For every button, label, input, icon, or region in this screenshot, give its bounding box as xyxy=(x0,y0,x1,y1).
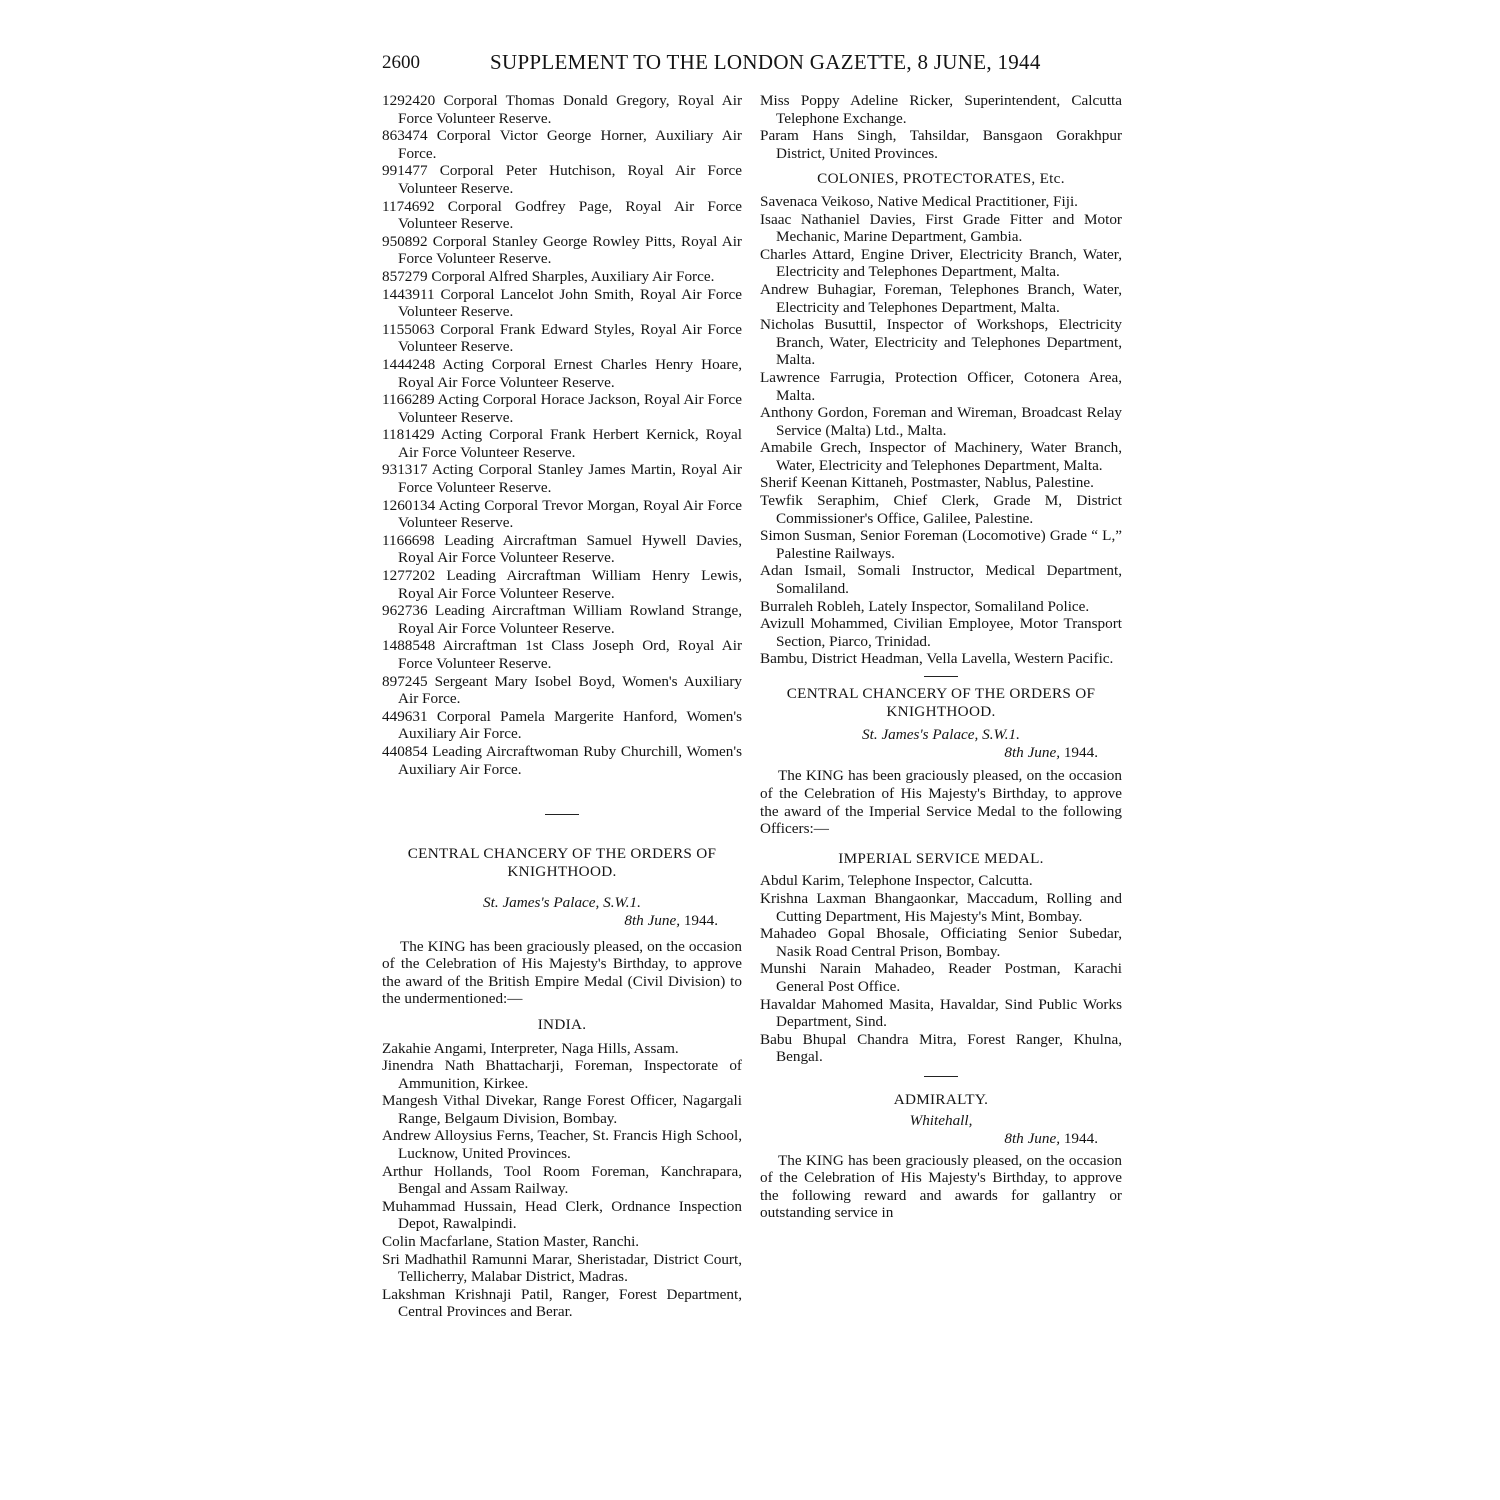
list-item: Zakahie Angami, Interpreter, Naga Hills, Assam. xyxy=(382,1039,679,1057)
list-item: 950892 Corporal Stanley George Rowley Pitts, Royal Air Force Volunteer Reserve. xyxy=(382,232,742,268)
list-item: 931317 Acting Corporal Stanley James Martin, Royal Air Force Volunteer Reserve. xyxy=(382,461,742,497)
list-item: Muhammad Hussain, Head Clerk, Ordnance Inspection Depot, Rawalpindi. xyxy=(382,1197,742,1233)
list-item: 1443911 Corporal Lancelot John Smith, Royal Air Force Volunteer Reserve. xyxy=(382,285,742,321)
place-line: St. James's Palace, S.W.1. xyxy=(483,894,641,912)
list-item: 1166698 Leading Aircraftman Samuel Hywell Davies, Royal Air Force Volunteer Reserve. xyxy=(382,531,742,567)
date-year: 1944. xyxy=(680,911,718,929)
list-item: 1155063 Corporal Frank Edward Styles, Royal Air Force Volunteer Reserve. xyxy=(382,320,742,356)
list-item: Colin Macfarlane, Station Master, Ranchi. xyxy=(382,1233,640,1251)
place-line: St. James's Palace, S.W.1. xyxy=(862,726,1020,744)
list-item: 1444248 Acting Corporal Ernest Charles Henry Hoare, Royal Air Force Volunteer Reserve. xyxy=(382,355,742,391)
date-day: 8th June, xyxy=(624,911,681,929)
admiralty-place: Whitehall, xyxy=(909,1112,973,1130)
gazette-title: SUPPLEMENT TO THE LONDON GAZETTE, 8 JUNE, 1944 xyxy=(490,50,1041,74)
ism-entries-list xyxy=(760,872,1122,1066)
list-item: 1488548 Aircraftman 1st Class Joseph Ord, Royal Air Force Volunteer Reserve. xyxy=(382,637,742,672)
list-item: Krishna Laxman Bhangaonkar, Maccadum, Rolling and Cutting Department, His Majesty's Mint, Bombay. xyxy=(760,889,1122,925)
list-item: 1260134 Acting Corporal Trevor Morgan, Royal Air Force Volunteer Reserve. xyxy=(382,496,742,532)
list-item: 1174692 Corporal Godfrey Page, Royal Air Force Volunteer Reserve. xyxy=(382,197,742,233)
list-item: Burraleh Robleh, Lately Inspector, Somaliland Police. xyxy=(760,597,1090,615)
india-entries-list xyxy=(382,1040,742,1322)
list-item: 1181429 Acting Corporal Frank Herbert Kernick, Royal Air Force Volunteer Reserve. xyxy=(382,426,742,461)
list-item: Lakshman Krishnaji Patil, Ranger, Forest Department, Central Provinces and Berar. xyxy=(382,1285,742,1321)
list-item: 857279 Corporal Alfred Sharples, Auxiliary Air Force. xyxy=(382,267,715,285)
list-item: Simon Susman, Senior Foreman (Locomotive) Grade “ L,” Palestine Railways. xyxy=(760,527,1122,562)
right-column xyxy=(760,92,1122,1222)
list-item: 991477 Corporal Peter Hutchison, Royal Air Force Volunteer Reserve. xyxy=(382,162,742,197)
list-item: 863474 Corporal Victor George Horner, Auxiliary Air Force. xyxy=(382,127,742,162)
list-item: Mangesh Vithal Divekar, Range Forest Officer, Nagargali Range, Belgaum Division, Bombay. xyxy=(382,1092,742,1127)
list-item: Sherif Keenan Kittaneh, Postmaster, Nablus, Palestine. xyxy=(760,474,1094,492)
page-header xyxy=(382,50,1122,80)
list-item: Savenaca Veikoso, Native Medical Practitioner, Fiji. xyxy=(760,192,1078,210)
date-line xyxy=(382,912,742,930)
india-heading: INDIA. xyxy=(537,1015,587,1033)
list-item: Andrew Buhagiar, Foreman, Telephones Branch, Water, Electricity and Telephones Department, Malta. xyxy=(760,280,1122,316)
list-item: Jinendra Nath Bhattacharji, Foreman, Inspectorate of Ammunition, Kirkee. xyxy=(382,1057,742,1092)
date-year: 1944. xyxy=(1060,743,1098,761)
list-item: 1292420 Corporal Thomas Donald Gregory, Royal Air Force Volunteer Reserve. xyxy=(382,92,742,127)
list-item: Tewfik Seraphim, Chief Clerk, Grade M, District Commissioner's Office, Galilee, Palestine. xyxy=(760,492,1122,527)
list-item: Babu Bhupal Chandra Mitra, Forest Ranger, Khulna, Bengal. xyxy=(760,1030,1122,1066)
admiralty-heading: ADMIRALTY. xyxy=(893,1090,989,1108)
list-item: Isaac Nathaniel Davies, First Grade Fitter and Motor Mechanic, Marine Department, Gambia. xyxy=(760,210,1122,246)
list-item: Anthony Gordon, Foreman and Wireman, Broadcast Relay Service (Malta) Ltd., Malta. xyxy=(760,404,1122,439)
list-item: 962736 Leading Aircraftman William Rowland Strange, Royal Air Force Volunteer Reserve. xyxy=(382,602,742,637)
colonies-heading: COLONIES, PROTECTORATES, Etc. xyxy=(817,170,1065,188)
list-item: Munshi Narain Mahadeo, Reader Postman, Karachi General Post Office. xyxy=(760,960,1122,995)
date-day: 8th June, xyxy=(1004,743,1061,761)
date-line xyxy=(760,744,1122,762)
list-item: Bambu, District Headman, Vella Lavella, Western Pacific. xyxy=(760,650,1114,668)
list-item: Charles Attard, Engine Driver, Electricity Branch, Water, Electricity and Telephones Department, Malta. xyxy=(760,245,1122,281)
list-item: Mahadeo Gopal Bhosale, Officiating Senior Subedar, Nasik Road Central Prison, Bombay. xyxy=(760,925,1122,960)
colonies-entries-list xyxy=(760,193,1122,668)
top-entries-list xyxy=(760,92,1122,162)
list-item: 897245 Sergeant Mary Isobel Boyd, Women's Auxiliary Air Force. xyxy=(382,672,742,708)
ism-heading: IMPERIAL SERVICE MEDAL. xyxy=(838,849,1044,867)
raf-entries-list xyxy=(382,92,742,778)
intro-paragraph: The KING has been graciously pleased, on the occasion of the Celebration of His Majesty's Birthday, to approve the award of the Imperial Service Medal to the following Officers:— xyxy=(760,767,1122,838)
list-item: Avizull Mohammed, Civilian Employee, Motor Transport Section, Piarco, Trinidad. xyxy=(760,615,1122,650)
intro-paragraph: The KING has been graciously pleased, on the occasion of the Celebration of His Majesty's Birthday, to approve the award of the British Empire Medal (Civil Division) to the undermentioned:— xyxy=(382,937,742,1008)
list-item: Andrew Alloysius Ferns, Teacher, St. Francis High School, Lucknow, United Provinces. xyxy=(382,1127,742,1163)
list-item: Lawrence Farrugia, Protection Officer, Cotonera Area, Malta. xyxy=(760,368,1122,404)
list-item: 449631 Corporal Pamela Margerite Hanford, Women's Auxiliary Air Force. xyxy=(382,707,742,743)
list-item: 1277202 Leading Aircraftman William Henry Lewis, Royal Air Force Volunteer Reserve. xyxy=(382,567,742,602)
list-item: Nicholas Busuttil, Inspector of Workshops, Electricity Branch, Water, Electricity and Telephones Department, Malta. xyxy=(760,316,1122,369)
list-item: Miss Poppy Adeline Ricker, Superintendent, Calcutta Telephone Exchange. xyxy=(760,92,1122,127)
date-day: 8th June, xyxy=(1004,1130,1061,1148)
section-heading: CENTRAL CHANCERY OF THE ORDERS OF KNIGHTHOOD. xyxy=(786,685,1096,720)
admiralty-date-line xyxy=(760,1130,1122,1148)
list-item: Havaldar Mahomed Masita, Havaldar, Sind Public Works Department, Sind. xyxy=(760,995,1122,1031)
list-item: Param Hans Singh, Tahsildar, Bansgaon Gorakhpur District, United Provinces. xyxy=(760,127,1122,162)
left-column xyxy=(382,92,742,1321)
list-item: 440854 Leading Aircraftwoman Ruby Churchill, Women's Auxiliary Air Force. xyxy=(382,742,742,778)
list-item: Sri Madhathil Ramunni Marar, Sheristadar, District Court, Tellicherry, Malabar District, Madras. xyxy=(382,1250,742,1286)
list-item: Adan Ismail, Somali Instructor, Medical Department, Somaliland. xyxy=(760,562,1122,598)
date-year: 1944. xyxy=(1060,1130,1098,1148)
section-heading: CENTRAL CHANCERY OF THE ORDERS OF KNIGHTHOOD. xyxy=(407,845,717,880)
page-number: 2600 xyxy=(382,52,420,73)
list-item: 1166289 Acting Corporal Horace Jackson, Royal Air Force Volunteer Reserve. xyxy=(382,391,742,426)
list-item: Abdul Karim, Telephone Inspector, Calcutta. xyxy=(760,872,1033,890)
list-item: Amabile Grech, Inspector of Machinery, Water Branch, Water, Electricity and Telephones Department, Malta. xyxy=(760,439,1122,474)
admiralty-intro: The KING has been graciously pleased, on the occasion of the Celebration of His Majesty's Birthday, to approve the following reward and awards for gallantry or outstanding service in xyxy=(760,1151,1122,1222)
list-item: Arthur Hollands, Tool Room Foreman, Kanchrapara, Bengal and Assam Railway. xyxy=(382,1162,742,1198)
